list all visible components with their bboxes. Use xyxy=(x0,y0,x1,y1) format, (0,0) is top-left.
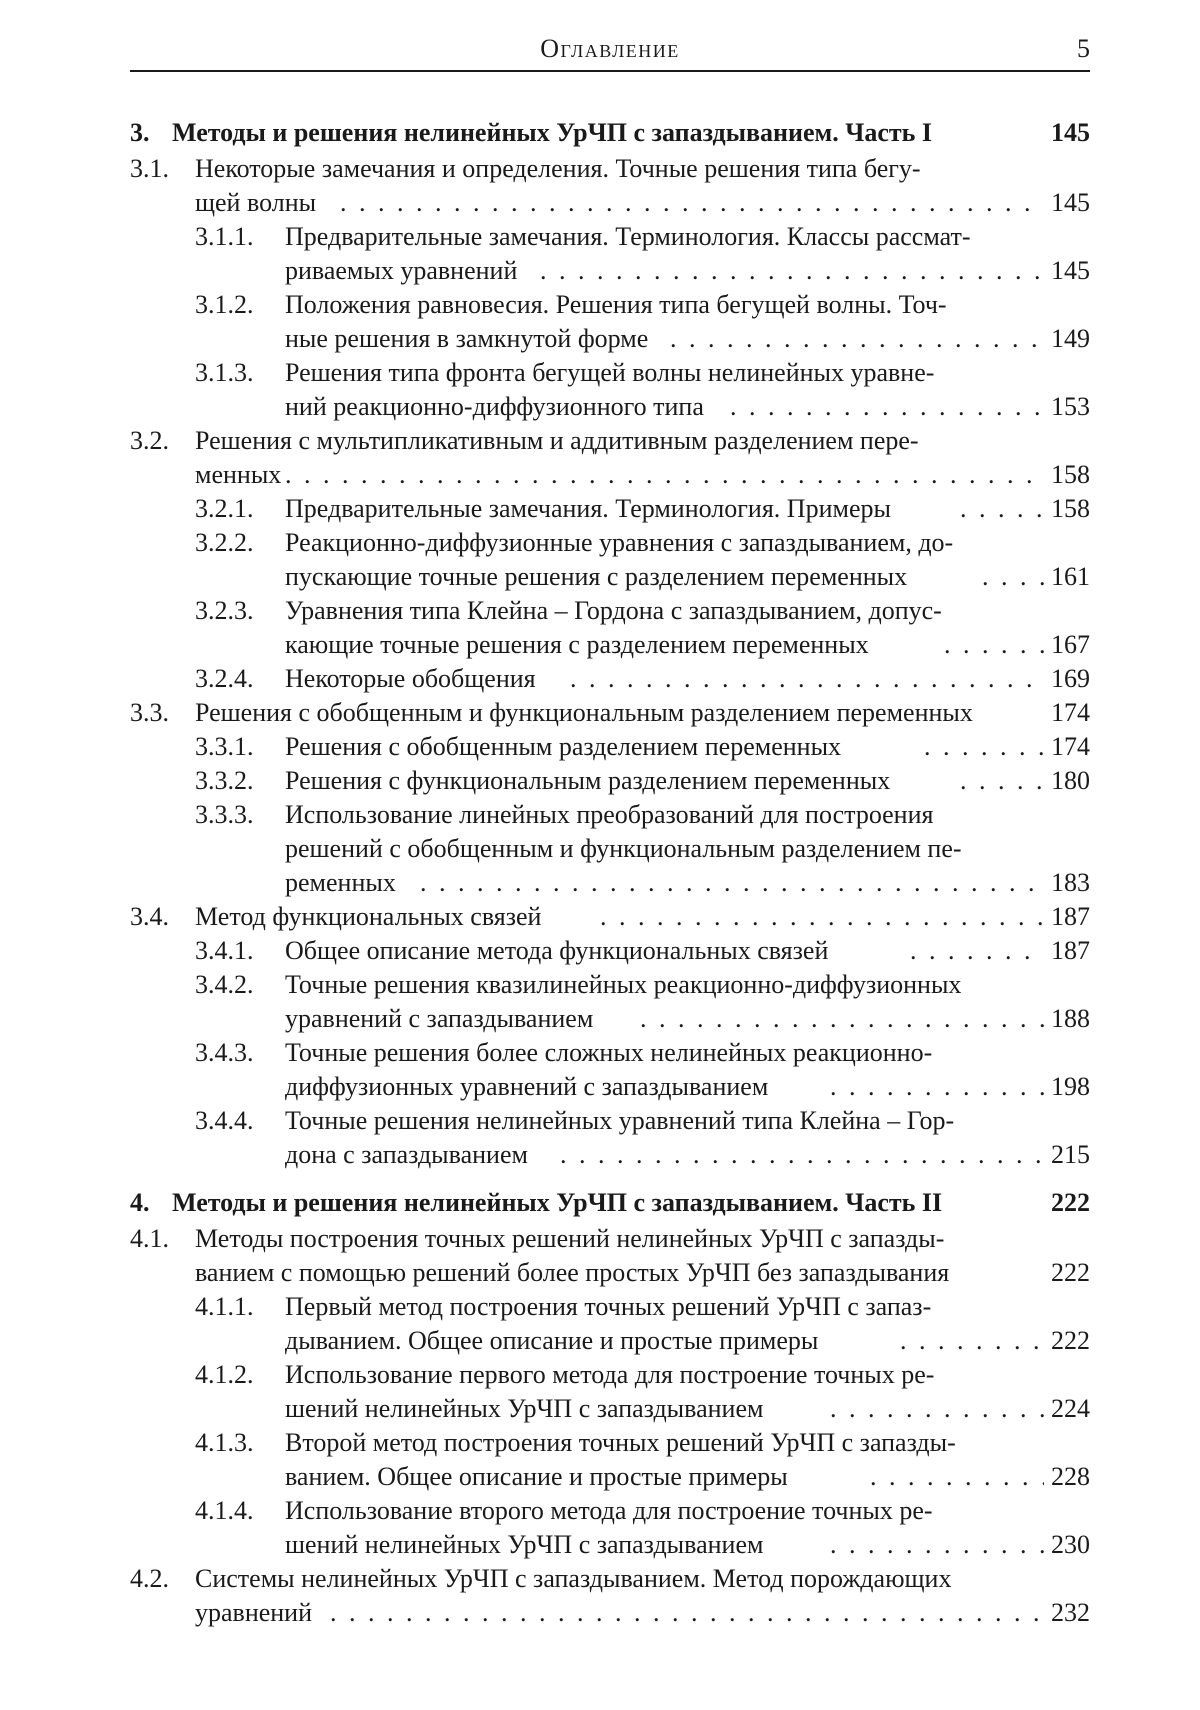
page-ref: 174 xyxy=(1051,730,1090,764)
toc-section-3-1[interactable] xyxy=(130,152,1090,186)
toc-subsection-3-2-2-cont[interactable] xyxy=(130,560,1090,594)
subsection-number: 3.2.4. xyxy=(195,662,254,696)
section-title-cont: ванием с помощью решений более простых УрЧП без запаздывания xyxy=(195,1256,949,1290)
subsection-title: Точные решения более сложных нелинейных реакционно- xyxy=(285,1036,932,1070)
subsection-title: Второй метод построения точных решений УрЧП с запазды- xyxy=(285,1426,956,1460)
section-title: Некоторые замечания и определения. Точные решения типа бегу- xyxy=(195,152,921,186)
dot-leader: . . . . xyxy=(960,492,1044,526)
toc-subsection-3-1-1[interactable] xyxy=(130,220,1090,254)
page-ref: 215 xyxy=(1051,1138,1090,1172)
page-ref: 169 xyxy=(1051,662,1090,696)
subsection-title-cont: дона с запаздыванием xyxy=(285,1138,528,1172)
toc-subsection-3-2-3-cont[interactable] xyxy=(130,628,1090,662)
subsection-number: 3.1.2. xyxy=(195,288,254,322)
toc-subsection-3-3-2[interactable] xyxy=(130,764,1090,798)
dot-leader: . . . . . . . . . . . . . . . . . . . . . . . . . . . xyxy=(540,254,1044,288)
toc-subsection-3-3-3[interactable] xyxy=(130,798,1090,832)
subsection-number: 3.1.3. xyxy=(195,356,254,390)
dot-leader: . . . . . . . . . . . . . . . . . . . . . . . . . . xyxy=(560,1138,1044,1172)
dot-leader: . . . xyxy=(982,560,1044,594)
subsection-number: 3.2.1. xyxy=(195,492,254,526)
subsection-number: 3.2.3. xyxy=(195,594,254,628)
section-title: Методы построения точных решений нелинейных УрЧП с запазды- xyxy=(195,1222,944,1256)
toc-subsection-3-4-1[interactable] xyxy=(130,934,1090,968)
subsection-number: 3.3.2. xyxy=(195,764,254,798)
page-ref: 187 xyxy=(1051,900,1090,934)
toc-subsection-4-1-4[interactable] xyxy=(130,1494,1090,1528)
toc-subsection-3-1-2-cont[interactable] xyxy=(130,322,1090,356)
subsection-title: Первый метод построения точных решений УрЧП с запаз- xyxy=(285,1290,931,1324)
toc-chapter-3[interactable] xyxy=(130,116,1090,150)
page-ref: 222 xyxy=(1051,1256,1090,1290)
page-ref: 145 xyxy=(1051,116,1090,150)
page-ref: 188 xyxy=(1051,1002,1090,1036)
toc-section-3-4[interactable] xyxy=(130,900,1090,934)
toc-section-4-2-cont[interactable] xyxy=(130,1596,1090,1630)
section-number: 3.3. xyxy=(130,696,169,730)
subsection-title: Точные решения нелинейных уравнений типа Клейна – Гор- xyxy=(285,1104,954,1138)
page-ref: 224 xyxy=(1051,1392,1090,1426)
toc-subsection-3-2-4[interactable] xyxy=(130,662,1090,696)
subsection-title-cont: шений нелинейных УрЧП с запаздыванием xyxy=(285,1392,763,1426)
toc-subsection-4-1-2-cont[interactable] xyxy=(130,1392,1090,1426)
toc-subsection-3-4-2-cont[interactable] xyxy=(130,1002,1090,1036)
page-ref: 228 xyxy=(1051,1460,1090,1494)
section-number: 4.2. xyxy=(130,1562,169,1596)
subsection-title-cont: уравнений с запаздыванием xyxy=(285,1002,593,1036)
dot-leader: . . . . . . . . . . . xyxy=(830,1528,1044,1562)
section-title-cont: уравнений xyxy=(195,1596,312,1630)
page-ref: 222 xyxy=(1051,1324,1090,1358)
dot-leader: . . . . . . . . . . . . . . . . . . . . xyxy=(670,322,1044,356)
subsection-title-cont: пускающие точные решения с разделением переменных xyxy=(285,560,907,594)
subsection-title: Некоторые обобщения xyxy=(285,662,536,696)
toc-subsection-3-4-3-cont[interactable] xyxy=(130,1070,1090,1104)
section-number: 3.1. xyxy=(130,152,169,186)
subsection-title: Точные решения квазилинейных реакционно-диффузионных xyxy=(285,968,961,1002)
page-ref: 198 xyxy=(1051,1070,1090,1104)
toc-subsection-3-4-3[interactable] xyxy=(130,1036,1090,1070)
toc-subsection-3-3-1[interactable] xyxy=(130,730,1090,764)
toc-subsection-3-1-3[interactable] xyxy=(130,356,1090,390)
section-title: Системы нелинейных УрЧП с запаздыванием. Метод порождающих xyxy=(195,1562,951,1596)
toc-subsection-3-3-3-cont2[interactable] xyxy=(130,866,1090,900)
toc-subsection-4-1-4-cont[interactable] xyxy=(130,1528,1090,1562)
subsection-number: 3.3.3. xyxy=(195,798,254,832)
subsection-number: 3.4.1. xyxy=(195,934,254,968)
subsection-number: 3.3.1. xyxy=(195,730,254,764)
toc-section-3-1-cont[interactable] xyxy=(130,186,1090,220)
toc-subsection-4-1-1[interactable] xyxy=(130,1290,1090,1324)
subsection-title-cont: риваемых уравнений xyxy=(285,254,517,288)
page-ref: 174 xyxy=(1051,696,1090,730)
page-ref: 161 xyxy=(1051,560,1090,594)
subsection-number: 4.1.2. xyxy=(195,1358,254,1392)
book-page xyxy=(0,0,1200,1710)
dot-leader: . . . . . xyxy=(944,628,1044,662)
subsection-title: Использование первого метода для построение точных ре- xyxy=(285,1358,934,1392)
page-ref: 183 xyxy=(1051,866,1090,900)
page-ref: 167 xyxy=(1051,628,1090,662)
subsection-title: Положения равновесия. Решения типа бегущей волны. Точ- xyxy=(285,288,947,322)
chapter-title: Методы и решения нелинейных УрЧП с запаздыванием. Часть II xyxy=(172,1186,942,1220)
dot-leader: . . . . . . . xyxy=(910,934,1044,968)
subsection-number: 4.1.3. xyxy=(195,1426,254,1460)
page-ref: 153 xyxy=(1051,390,1090,424)
dot-leader: . . . . . . . . . . . . . . . . . . . . . . . . . . . . . . . . . . . . . . xyxy=(330,1596,1044,1630)
page-ref: 158 xyxy=(1051,458,1090,492)
toc-subsection-4-1-3-cont[interactable] xyxy=(130,1460,1090,1494)
subsection-title-cont: ные решения в замкнутой форме xyxy=(285,322,648,356)
toc-subsection-3-2-3[interactable] xyxy=(130,594,1090,628)
dot-leader: . . . . . . . . . . . xyxy=(830,1392,1044,1426)
subsection-title: Использование второго метода для построение точных ре- xyxy=(285,1494,933,1528)
section-number: 3.4. xyxy=(130,900,169,934)
dot-leader: . . . . . . . . . . . . . . . . . . . . . . . xyxy=(600,900,1044,934)
page-ref: 230 xyxy=(1051,1528,1090,1562)
page-ref: 222 xyxy=(1051,1186,1090,1220)
toc-subsection-3-1-3-cont[interactable] xyxy=(130,390,1090,424)
section-number: 3.2. xyxy=(130,424,169,458)
dot-leader: . . . . . . . . . xyxy=(870,1460,1044,1494)
dot-leader: . . . . . . . . . . . . . . . . . . . . . . . . . . . . . . . . . xyxy=(420,866,1044,900)
toc-subsection-3-1-2[interactable] xyxy=(130,288,1090,322)
subsection-title: Предварительные замечания. Терминология. Классы рассмат- xyxy=(285,220,970,254)
toc-subsection-4-1-3[interactable] xyxy=(130,1426,1090,1460)
subsection-title: Реакционно-диффузионные уравнения с запаздыванием, до- xyxy=(285,526,953,560)
running-head xyxy=(130,30,1090,72)
subsection-title: Решения с функциональным разделением переменных xyxy=(285,764,890,798)
subsection-title: Предварительные замечания. Терминология. Примеры xyxy=(285,492,891,526)
subsection-number: 3.4.3. xyxy=(195,1036,254,1070)
section-title-cont: менных xyxy=(195,458,281,492)
subsection-title: Уравнения типа Клейна – Гордона с запаздыванием, допус- xyxy=(285,594,942,628)
subsection-number: 3.1.1. xyxy=(195,220,254,254)
section-title: Решения с мультипликативным и аддитивным разделением пере- xyxy=(195,424,919,458)
dot-leader: . . . . . . . . . . . . . . . . . xyxy=(730,390,1044,424)
toc-section-3-3[interactable] xyxy=(130,696,1090,730)
subsection-title: Общее описание метода функциональных связей xyxy=(285,934,828,968)
chapter-number: 4. xyxy=(130,1186,150,1220)
subsection-title-cont: кающие точные решения с разделением переменных xyxy=(285,628,869,662)
page-ref: 232 xyxy=(1051,1596,1090,1630)
toc-section-4-1[interactable] xyxy=(130,1222,1090,1256)
subsection-number: 3.4.2. xyxy=(195,968,254,1002)
dot-leader: . . . . . . . . . . . xyxy=(830,1070,1044,1104)
dot-leader: . . . . . . . . . . . . . . . . . . . . . xyxy=(640,1002,1044,1036)
subsection-number: 3.4.4. xyxy=(195,1104,254,1138)
subsection-title-cont: диффузионных уравнений с запаздыванием xyxy=(285,1070,768,1104)
toc-section-4-1-cont[interactable] xyxy=(130,1256,1090,1290)
toc-subsection-3-2-1[interactable] xyxy=(130,492,1090,526)
page-ref: 180 xyxy=(1051,764,1090,798)
page-ref: 187 xyxy=(1051,934,1090,968)
subsection-number: 3.2.2. xyxy=(195,526,254,560)
subsection-title-cont: ванием. Общее описание и простые примеры xyxy=(285,1460,788,1494)
dot-leader: . . . . . . . . . . . . . . . . . . . . . . . . . . . . . . . . . . . . . xyxy=(340,186,1044,220)
dot-leader: . . . . . . . . xyxy=(900,1324,1044,1358)
toc-subsection-3-2-2[interactable] xyxy=(130,526,1090,560)
dot-leader: . . . . . . xyxy=(924,730,1044,764)
subsection-title: Решения с обобщенным разделением переменных xyxy=(285,730,841,764)
chapter-title: Методы и решения нелинейных УрЧП с запаздыванием. Часть I xyxy=(172,116,932,150)
toc-subsection-3-4-4[interactable] xyxy=(130,1104,1090,1138)
page-ref: 149 xyxy=(1051,322,1090,356)
subsection-title-cont: решений с обобщенным и функциональным разделением пе- xyxy=(285,832,962,866)
page-ref: 158 xyxy=(1051,492,1090,526)
chapter-number: 3. xyxy=(130,116,150,150)
page-ref: 145 xyxy=(1051,186,1090,220)
section-title-cont: щей волны xyxy=(195,186,316,220)
dot-leader: . . . . xyxy=(960,764,1044,798)
toc-section-3-2[interactable] xyxy=(130,424,1090,458)
section-title: Метод функциональных связей xyxy=(195,900,541,934)
section-number: 4.1. xyxy=(130,1222,169,1256)
toc-subsection-3-3-3-cont[interactable] xyxy=(130,832,1090,866)
page-ref: 145 xyxy=(1051,254,1090,288)
subsection-title: Использование линейных преобразований для построения xyxy=(285,798,933,832)
dot-leader: . . . . . . . . . . . . . . . . . . . . . . . . . xyxy=(570,662,1044,696)
toc-section-4-2[interactable] xyxy=(130,1562,1090,1596)
subsection-number: 4.1.4. xyxy=(195,1494,254,1528)
subsection-title-cont: ременных xyxy=(285,866,396,900)
dot-leader: . . . . . . . . . . . . . . . . . . . . . . . . . . . . . . . . . . . . . . . . xyxy=(285,458,1044,492)
running-title: Оглавление xyxy=(130,34,1090,64)
subsection-title-cont: дыванием. Общее описание и простые примеры xyxy=(285,1324,818,1358)
toc-subsection-3-1-1-cont[interactable] xyxy=(130,254,1090,288)
toc-subsection-4-1-1-cont[interactable] xyxy=(130,1324,1090,1358)
section-title: Решения с обобщенным и функциональным разделением переменных xyxy=(195,696,973,730)
toc-subsection-3-4-4-cont[interactable] xyxy=(130,1138,1090,1172)
page-number: 5 xyxy=(1077,34,1090,64)
toc-subsection-4-1-2[interactable] xyxy=(130,1358,1090,1392)
toc-chapter-4[interactable] xyxy=(130,1186,1090,1220)
subsection-title: Решения типа фронта бегущей волны нелинейных уравне- xyxy=(285,356,934,390)
subsection-title-cont: шений нелинейных УрЧП с запаздыванием xyxy=(285,1528,763,1562)
toc-section-3-2-cont[interactable] xyxy=(130,458,1090,492)
subsection-title-cont: ний реакционно-диффузионного типа xyxy=(285,390,704,424)
toc-subsection-3-4-2[interactable] xyxy=(130,968,1090,1002)
subsection-number: 4.1.1. xyxy=(195,1290,254,1324)
